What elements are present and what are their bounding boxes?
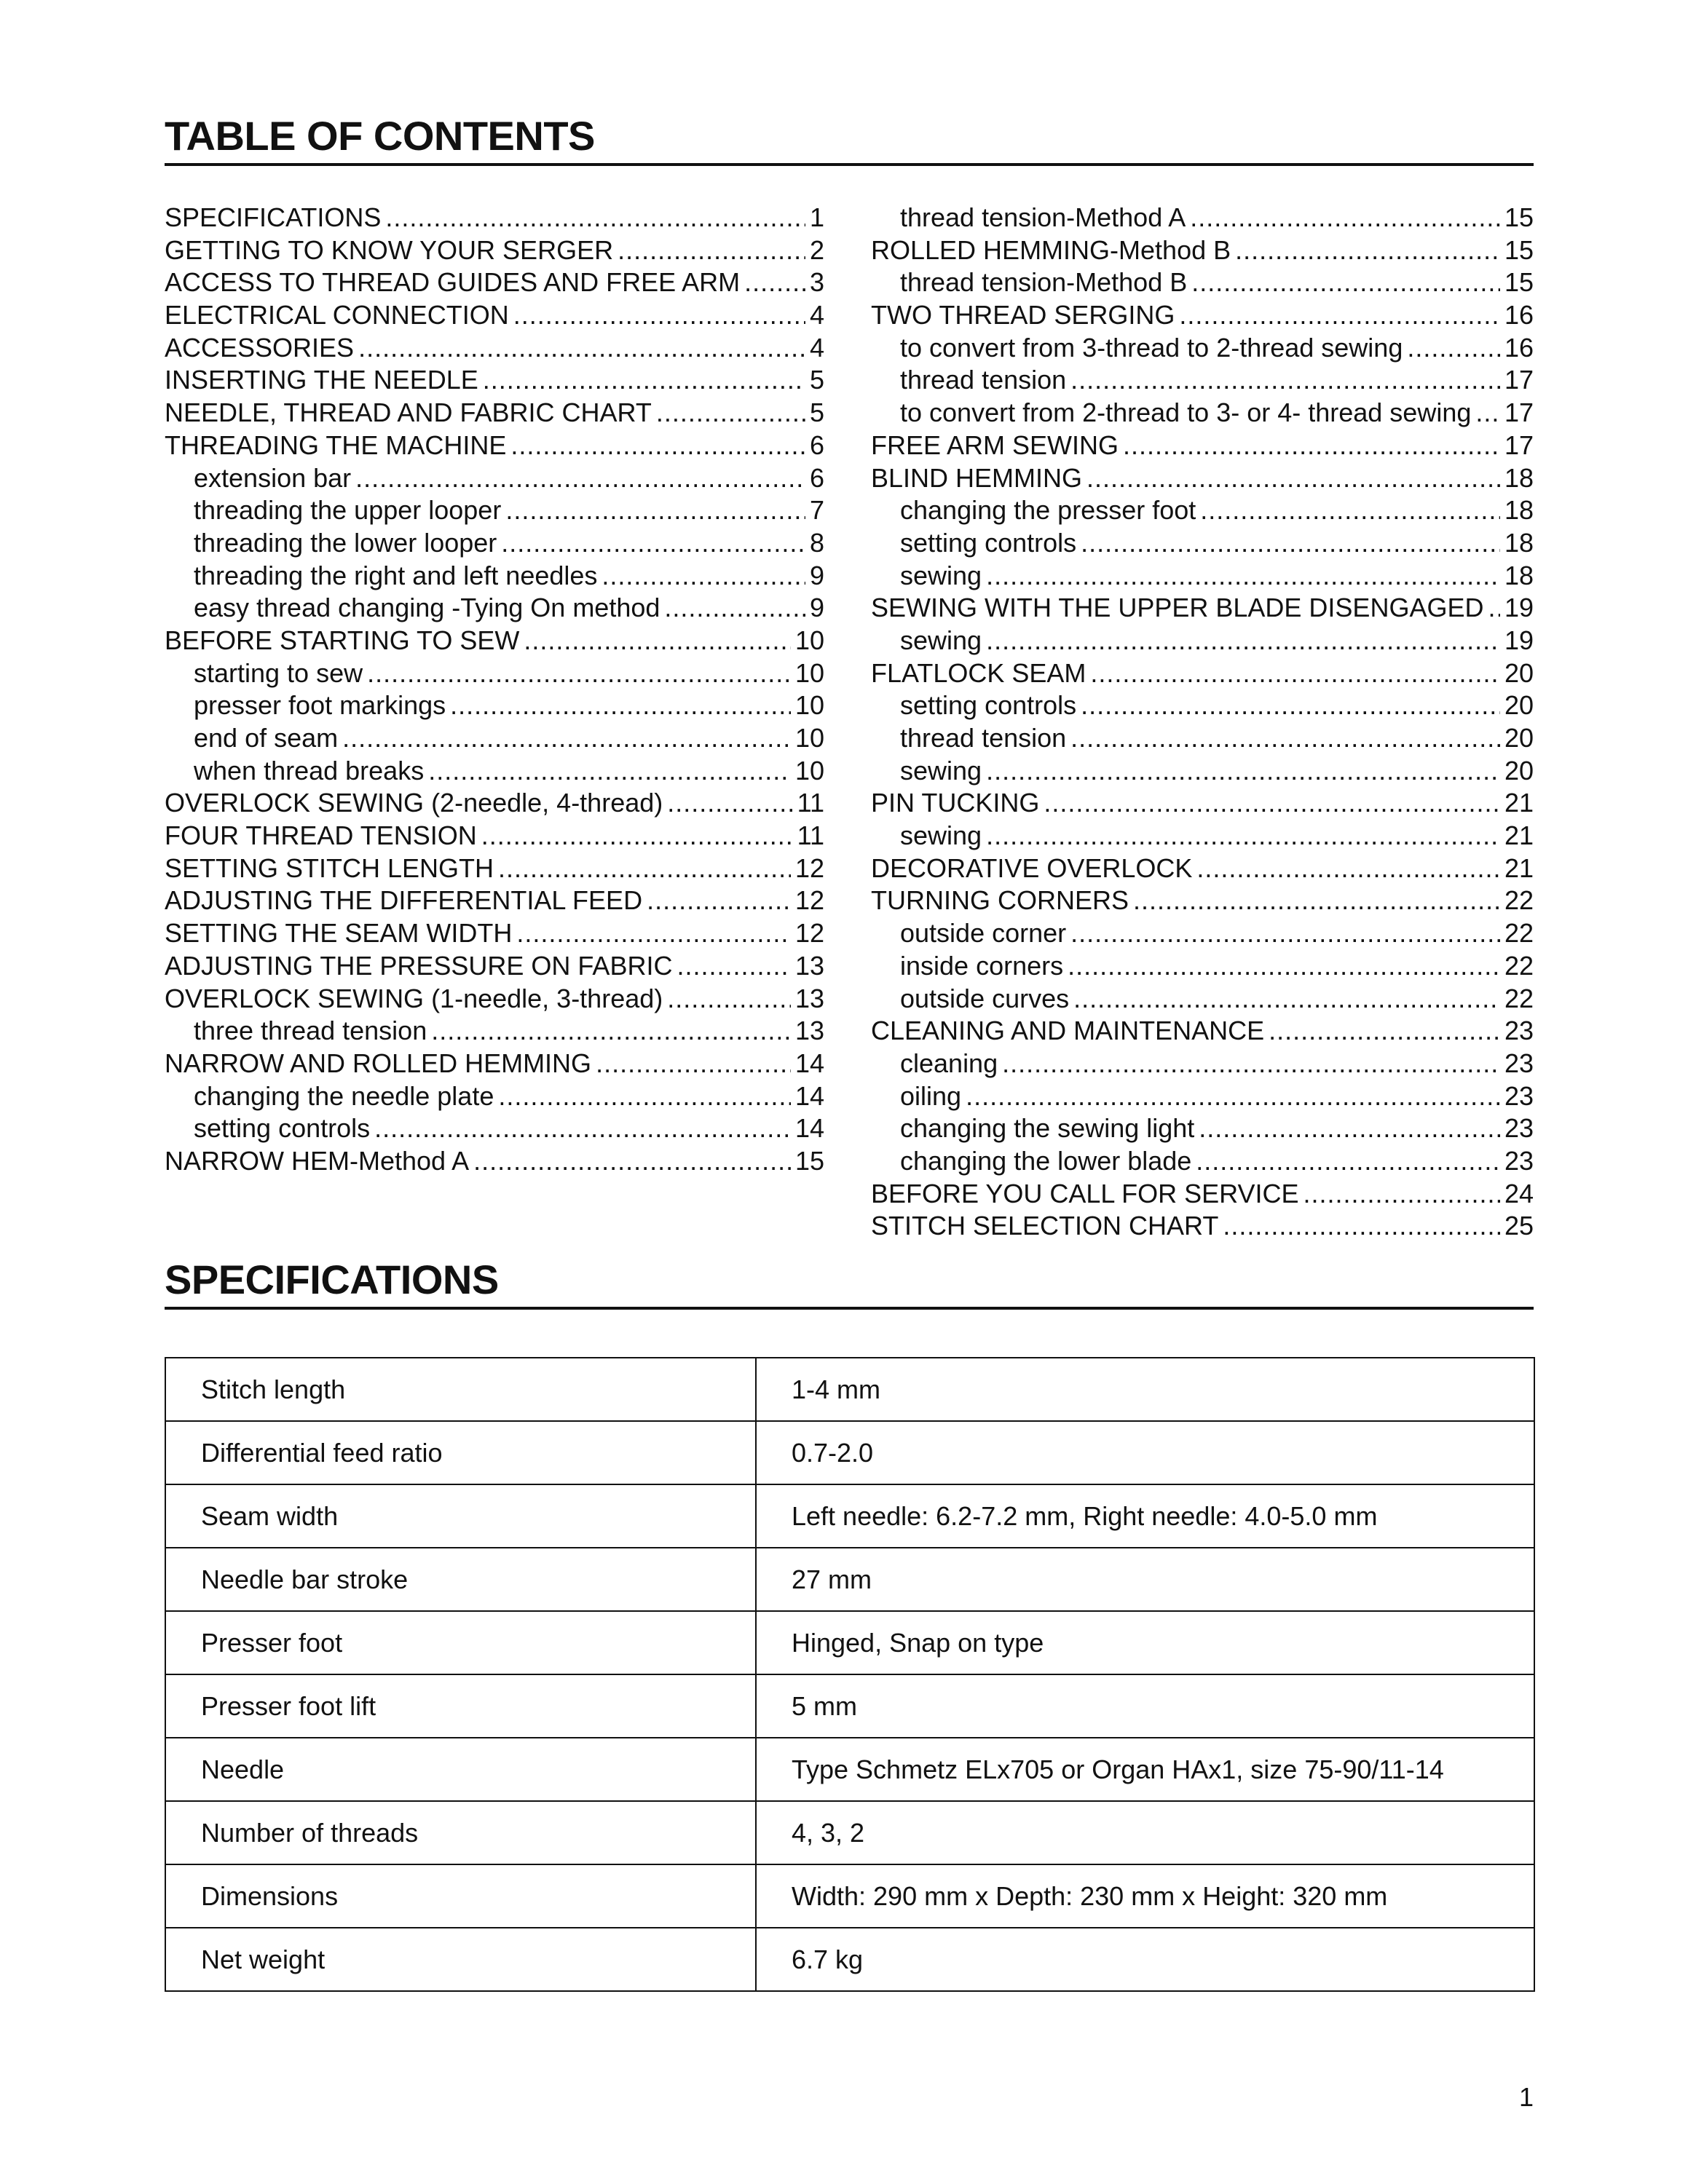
toc-dot-leader [1488,593,1499,623]
toc-entry-label: threading the right and left needles [194,560,598,590]
toc-entry-page: 8 [809,527,824,558]
toc-entry-label: inside corners [900,950,1064,981]
toc-entry-page: 9 [809,560,824,590]
toc-dot-leader [1123,430,1500,461]
toc-entry-page: 10 [794,690,824,721]
spec-label: Differential feed ratio [165,1421,756,1484]
toc-dot-leader [498,853,791,884]
toc-entry-page: 12 [794,885,824,916]
toc-entry-label: threading the upper looper [194,495,502,526]
toc-entry-page: 22 [1504,918,1534,949]
toc-entry [165,365,824,397]
toc-entry-page: 23 [1504,1113,1534,1144]
toc-dot-leader [1475,397,1500,428]
toc-entry-page: 19 [1504,625,1534,655]
toc-dot-leader [1073,984,1500,1014]
toc-dot-leader [1235,235,1500,266]
toc-dot-leader [986,625,1500,656]
toc-entry-page: 10 [794,625,824,655]
toc-entry-page: 16 [1504,300,1534,331]
toc-dot-leader [516,918,791,949]
toc-subentry [871,333,1534,365]
toc-subentry [871,690,1534,723]
toc-dot-leader [481,820,793,851]
toc-dot-leader [1407,333,1500,363]
toc-dot-leader [1269,1016,1500,1046]
toc-dot-leader [1196,853,1500,884]
toc-dot-leader [664,593,805,623]
toc-entry [871,463,1534,496]
toc-dot-leader [1223,1211,1500,1241]
toc-entry-page: 12 [794,852,824,883]
toc-entry-page: 17 [1504,365,1534,395]
toc-entry-label: STITCH SELECTION CHART [871,1211,1219,1241]
spec-label: Stitch length [165,1358,756,1421]
toc-entry-page: 20 [1504,723,1534,753]
toc-entry [165,333,824,365]
toc-entry-page: 14 [794,1113,824,1144]
spec-label: Net weight [165,1928,756,1991]
toc-entry-page: 4 [809,300,824,331]
toc-dot-leader [483,365,805,395]
toc-entry-page: 5 [809,397,824,428]
toc-entry [871,430,1534,463]
toc-entry-page: 10 [794,657,824,688]
toc-subentry [165,495,824,528]
toc-entry-page: 6 [809,430,824,460]
toc-entry [871,300,1534,333]
toc-dot-leader [367,658,791,689]
toc-entry-label: ELECTRICAL CONNECTION [165,300,509,331]
toc-dot-leader [744,267,805,298]
toc-entry-page: 17 [1504,430,1534,460]
spec-row [165,1611,1534,1674]
toc-dot-leader [1081,528,1500,558]
toc-entry-page: 11 [797,820,824,851]
toc-entry [165,984,824,1016]
toc-entry-page: 20 [1504,690,1534,721]
toc-subentry [165,1016,824,1048]
toc-entry-label: OVERLOCK SEWING (1-needle, 3-thread) [165,983,663,1013]
spec-row [165,1738,1534,1801]
toc-entry-page: 18 [1504,462,1534,493]
toc-dot-leader [1070,723,1500,753]
toc-dot-leader [498,1081,791,1112]
toc-entry-label: easy thread changing -Tying On method [194,593,660,623]
toc-entry-label: FLATLOCK SEAM [871,657,1086,688]
toc-entry-label: setting controls [900,527,1077,558]
toc-dot-leader [1199,1113,1500,1144]
spec-value: 27 mm [756,1548,1534,1611]
toc-dot-leader [1200,495,1500,526]
toc-entry-page: 15 [794,1145,824,1176]
spec-row [165,1484,1534,1548]
toc-dot-leader [431,1016,791,1046]
spec-row [165,1674,1534,1738]
toc-entry-label: SETTING THE SEAM WIDTH [165,918,513,949]
toc-subentry [871,756,1534,788]
toc-entry-page: 20 [1504,755,1534,786]
toc-dot-leader [1044,788,1500,818]
toc-subentry [871,1146,1534,1179]
toc-entry-label: extension bar [194,462,352,493]
toc-entry-label: changing the lower blade [900,1145,1192,1176]
toc-entry-page: 22 [1504,983,1534,1013]
toc-entry-label: sewing [900,820,982,851]
toc-entry-label: setting controls [194,1113,371,1144]
spec-value: 4, 3, 2 [756,1801,1534,1864]
toc-entry-label: NARROW HEM-Method A [165,1145,470,1176]
toc-entry-label: to convert from 2-thread to 3- or 4- thread sewing [900,397,1472,428]
toc-subentry [871,984,1534,1016]
spec-label: Number of threads [165,1801,756,1864]
toc-entry-page: 12 [794,918,824,949]
toc-entry [871,1211,1534,1243]
toc-entry-page: 24 [1504,1178,1534,1208]
toc-subentry [165,690,824,723]
toc-dot-leader [1191,267,1500,298]
toc-entry-page: 22 [1504,950,1534,981]
toc-entry-label: thread tension [900,723,1067,753]
toc-entry-page: 22 [1504,885,1534,916]
spec-value: Hinged, Snap on type [756,1611,1534,1674]
toc-dot-leader [342,723,791,753]
toc-subentry [165,1081,824,1114]
toc-entry-label: PIN TUCKING [871,788,1040,818]
toc-entry [165,430,824,463]
toc-entry-page: 15 [1504,234,1534,265]
page-number: 1 [1518,2082,1534,2112]
toc-entry-label: TWO THREAD SERGING [871,300,1175,331]
toc-entry-page: 6 [809,462,824,493]
toc-entry [165,397,824,430]
specifications-title: SPECIFICATIONS [165,1257,1534,1310]
toc-entry-page: 11 [797,788,824,818]
toc-entry-page: 9 [809,593,824,623]
toc-entry-page: 21 [1504,820,1534,851]
toc-subentry [165,528,824,561]
toc-subentry [165,756,824,788]
spec-label: Dimensions [165,1864,756,1928]
toc-entry [165,788,824,820]
toc-subentry [871,625,1534,658]
spec-value: 6.7 kg [756,1928,1534,1991]
toc-entry-label: NARROW AND ROLLED HEMMING [165,1048,592,1078]
toc-dot-leader [1070,918,1500,949]
toc-entry-label: oiling [900,1080,962,1111]
toc-entry-label: BLIND HEMMING [871,462,1083,493]
toc-entry-page: 10 [794,723,824,753]
spec-value: Left needle: 6.2-7.2 mm, Right needle: 4.0-5.0 mm [756,1484,1534,1548]
spec-label: Presser foot lift [165,1674,756,1738]
spec-value: 1-4 mm [756,1358,1534,1421]
toc-entry [871,1179,1534,1211]
toc-entry [165,625,824,658]
toc-entry-page: 15 [1504,202,1534,232]
toc-entry-page: 20 [1504,657,1534,688]
specifications-table [165,1357,1535,1992]
toc-entry-label: NEEDLE, THREAD AND FABRIC CHART [165,397,652,428]
toc-entry-page: 15 [1504,267,1534,298]
toc-entry-page: 23 [1504,1016,1534,1046]
toc-dot-leader [986,561,1500,591]
toc-entry-label: end of seam [194,723,339,753]
toc-entry-page: 18 [1504,560,1534,590]
spec-row [165,1548,1534,1611]
toc-subentry [871,528,1534,561]
spec-label: Seam width [165,1484,756,1548]
toc-subentry [165,561,824,593]
toc-entry-label: OVERLOCK SEWING (2-needle, 4-thread) [165,788,663,818]
toc-entry-label: thread tension-Method B [900,267,1188,298]
toc-dot-leader [656,397,805,428]
toc-right-column [871,202,1534,1243]
toc-subentry [871,495,1534,528]
toc-entry [871,658,1534,691]
toc-dot-leader [358,333,805,363]
toc-subentry [871,820,1534,853]
toc-dot-leader [1133,885,1500,916]
toc-entry-label: CLEANING AND MAINTENANCE [871,1016,1265,1046]
toc-entry-label: presser foot markings [194,690,446,721]
toc-subentry [165,1113,824,1146]
toc-entry-label: to convert from 3-thread to 2-thread sewing [900,332,1403,363]
toc-dot-leader [385,202,805,233]
toc-entry-page: 21 [1504,852,1534,883]
toc-entry-page: 23 [1504,1080,1534,1111]
toc-entry [871,593,1534,625]
toc-entry-label: SETTING STITCH LENGTH [165,852,494,883]
toc-entry-page: 25 [1504,1211,1534,1241]
toc-subentry [871,723,1534,756]
toc-subentry [871,951,1534,984]
toc-dot-leader [450,690,791,721]
toc-dot-leader [1002,1048,1500,1079]
spec-label: Needle bar stroke [165,1548,756,1611]
toc-entry-label: thread tension-Method A [900,202,1186,232]
toc-dot-leader [596,1048,791,1079]
toc-entry-label: SEWING WITH THE UPPER BLADE DISENGAGED [871,593,1484,623]
toc-subentry [871,918,1534,951]
toc-dot-leader [1070,365,1500,395]
toc-entry-page: 14 [794,1080,824,1111]
toc-entry [165,267,824,300]
toc-dot-leader [1068,951,1500,981]
toc-entry-label: ACCESS TO THREAD GUIDES AND FREE ARM [165,267,741,298]
toc-entry-page: 2 [809,234,824,265]
toc-entry-label: ACCESSORIES [165,332,355,363]
spec-value: Type Schmetz ELx705 or Organ HAx1, size 75-90/11-14 [756,1738,1534,1801]
toc-entry-page: 18 [1504,527,1534,558]
spec-row [165,1801,1534,1864]
toc-entry-page: 1 [809,202,824,232]
toc-dot-leader [513,300,805,331]
toc-entry-page: 3 [809,267,824,298]
toc-dot-leader [1086,463,1500,494]
toc-dot-leader [505,495,805,526]
toc-entry-label: TURNING CORNERS [871,885,1129,916]
toc-entry-label: INSERTING THE NEEDLE [165,365,478,395]
toc-subentry [871,561,1534,593]
toc-entry [165,820,824,853]
toc-entry-label: starting to sew [194,657,363,688]
toc-dot-leader [667,788,792,818]
toc-entry-label: ADJUSTING THE DIFFERENTIAL FEED [165,885,643,916]
toc-entry-label: DECORATIVE OVERLOCK [871,852,1193,883]
spec-row [165,1928,1534,1991]
spec-row [165,1421,1534,1484]
toc-entry-label: changing the presser foot [900,495,1196,526]
toc-subentry [165,463,824,496]
toc-dot-leader [473,1146,791,1176]
toc-entry-label: sewing [900,560,982,590]
toc-dot-leader [986,820,1500,851]
toc-dot-leader [677,951,791,981]
toc-entry-page: 4 [809,332,824,363]
toc-entry [165,853,824,886]
toc-subentry [871,202,1534,235]
toc-entry [165,202,824,235]
toc-entry-page: 16 [1504,332,1534,363]
toc-entry [871,1016,1534,1048]
spec-value: 5 mm [756,1674,1534,1738]
toc-entry-page: 13 [794,950,824,981]
toc-entry [165,951,824,984]
toc-subentry [871,1081,1534,1114]
toc-entry-page: 5 [809,365,824,395]
toc-entry-label: outside curves [900,983,1070,1013]
toc-entry-label: three thread tension [194,1016,427,1046]
toc-dot-leader [1090,658,1500,689]
spec-label: Presser foot [165,1611,756,1674]
toc-subentry [165,593,824,625]
toc-title: TABLE OF CONTENTS [165,114,1534,166]
toc-subentry [165,658,824,691]
toc-entry [165,1146,824,1179]
toc-entry [165,300,824,333]
toc-entry-label: threading the lower looper [194,527,497,558]
toc-entry-label: setting controls [900,690,1077,721]
toc-entry-label: thread tension [900,365,1067,395]
toc-entry-page: 10 [794,755,824,786]
toc-entry-label: outside corner [900,918,1067,949]
toc-entry-page: 21 [1504,788,1534,818]
toc-entry-label: SPECIFICATIONS [165,202,382,232]
toc-dot-leader [966,1081,1500,1112]
spec-label: Needle [165,1738,756,1801]
toc-entry-label: ROLLED HEMMING-Method B [871,234,1231,265]
toc-dot-leader [647,885,791,916]
toc-dot-leader [1081,690,1500,721]
toc-entry-label: sewing [900,755,982,786]
toc-dot-leader [524,625,791,656]
toc-subentry [871,1048,1534,1081]
toc-entry-label: when thread breaks [194,755,425,786]
toc-dot-leader [1304,1179,1500,1209]
toc-dot-leader [986,756,1500,786]
toc-dot-leader [355,463,805,494]
toc-entry-label: FREE ARM SEWING [871,430,1119,460]
toc-entry-page: 7 [809,495,824,526]
toc-entry-page: 23 [1504,1145,1534,1176]
toc-entry-page: 13 [794,983,824,1013]
toc-entry-label: cleaning [900,1048,998,1078]
toc-subentry [165,723,824,756]
toc-dot-leader [618,235,805,266]
spec-row [165,1358,1534,1421]
toc-entry-label: ADJUSTING THE PRESSURE ON FABRIC [165,950,673,981]
toc-dot-leader [1190,202,1500,233]
toc-entry [871,788,1534,820]
toc-dot-leader [1179,300,1500,331]
toc-entry [165,918,824,951]
toc-entry-label: THREADING THE MACHINE [165,430,507,460]
spec-value: Width: 290 mm x Depth: 230 mm x Height: 320 mm [756,1864,1534,1928]
toc-dot-leader [667,984,791,1014]
toc-entry [165,885,824,918]
toc-entry-label: BEFORE STARTING TO SEW [165,625,520,655]
toc-entry [871,853,1534,886]
toc-subentry [871,267,1534,300]
toc-entry-label: sewing [900,625,982,655]
toc-dot-leader [1196,1146,1500,1176]
toc-subentry [871,365,1534,397]
toc-entry-label: BEFORE YOU CALL FOR SERVICE [871,1178,1299,1208]
toc-entry-page: 17 [1504,397,1534,428]
toc-subentry [871,397,1534,430]
spec-value: 0.7-2.0 [756,1421,1534,1484]
toc-dot-leader [501,528,805,558]
toc-entry-label: GETTING TO KNOW YOUR SERGER [165,234,614,265]
toc-left-column [165,202,824,1179]
toc-entry-page: 19 [1504,593,1534,623]
toc-entry-page: 23 [1504,1048,1534,1078]
toc-entry [165,235,824,268]
toc-entry-page: 13 [794,1016,824,1046]
toc-dot-leader [602,561,805,591]
toc-entry [165,1048,824,1081]
toc-dot-leader [510,430,805,461]
toc-entry-label: FOUR THREAD TENSION [165,820,477,851]
toc-subentry [871,1113,1534,1146]
spec-row [165,1864,1534,1928]
toc-entry-page: 14 [794,1048,824,1078]
toc-entry [871,235,1534,268]
toc-dot-leader [374,1113,791,1144]
toc-dot-leader [428,756,791,786]
toc-entry-label: changing the sewing light [900,1113,1195,1144]
toc-entry [871,885,1534,918]
toc-entry-page: 18 [1504,495,1534,526]
toc-entry-label: changing the needle plate [194,1080,494,1111]
